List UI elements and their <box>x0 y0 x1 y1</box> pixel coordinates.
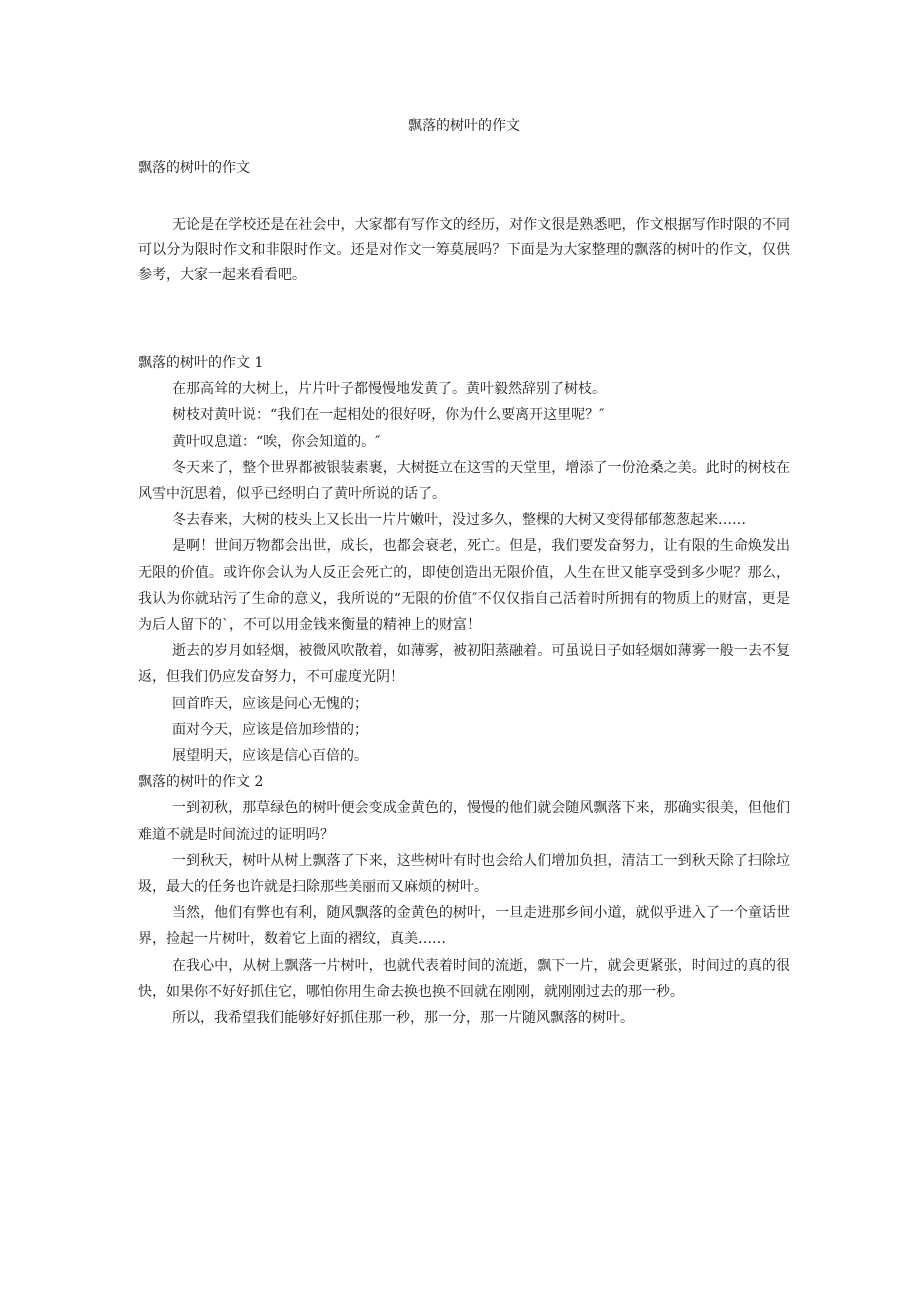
essay-1-paragraph: 逝去的岁月如轻烟，被微风吹散着，如薄雾，被初阳蒸融着。可虽说日子如轻烟如薄雾一般一去不复返，但我们仍应发奋努力，不可虚度光阴！ <box>138 643 790 686</box>
essay-1-paragraph: 树枝对黄叶说：“我们在一起相处的很好呀，你为什么要离开这里呢？″ <box>172 407 605 424</box>
essay-2-paragraph: 一到秋天，树叶从树上飘落了下来，这些树叶有时也会给人们增加负担，清洁工一到秋天除了扫除垃圾，最大的任务也许就是扫除那些美丽而又麻烦的树叶。 <box>138 852 790 896</box>
essay-1-paragraph: 是啊！世间万物都会出世，成长，也都会衰老，死亡。但是，我们要发奋努力，让有限的生命焕发出无限的价值。或许你会认为人反正会死亡的，即使创造出无限价值，人生在世又能享受到多少呢？那么，我认为你就玷污了生命的意义，我所说的“无限的价值″不仅仅指自己活着时所拥有的物质上的财富，更是为后人留下的`，不可以用金钱来衡量的精神上的财富！ <box>138 538 790 634</box>
essay-1-paragraph: 展望明天，应该是信心百倍的。 <box>172 748 368 765</box>
essay-1-paragraph: 黄叶叹息道：“唉，你会知道的。″ <box>172 433 381 450</box>
intro-paragraph: 无论是在学校还是在社会中，大家都有写作文的经历，对作文很是熟悉吧，作文根据写作时限的不同可以分为限时作文和非限时作文。还是对作文一筹莫展吗？下面是为大家整理的飘落的树叶的作文，仅供参考，大家一起来看看吧。 <box>138 217 790 283</box>
essay-2-heading: 飘落的树叶的作文 2 <box>138 774 264 791</box>
essay-2-paragraph: 当然，他们有弊也有利，随风飘落的金黄色的树叶，一旦走进那乡间小道，就似乎进入了一个童话世界，捡起一片树叶，数着它上面的褶纹，真美…… <box>138 905 790 948</box>
essay-1-paragraph: 在那高耸的大树上，片片叶子都慢慢地发黄了。黄叶毅然辞别了树枝。 <box>172 381 606 398</box>
essay-2-paragraph: 在我心中，从树上飘落一片树叶，也就代表着时间的流逝，飘下一片，就会更紧张，时间过的真的很快，如果你不好好抓住它，哪怕你用生命去换也换不回就在刚刚，就刚刚过去的那一秒。 <box>138 957 790 1000</box>
essay-1-paragraph: 冬去春来，大树的枝头上又长出一片片嫩叶，没过多久，整棵的大树又变得郁郁葱葱起来…… <box>172 512 746 529</box>
essay-1-paragraph: 回首昨天，应该是问心无愧的； <box>172 695 368 712</box>
essay-1-paragraph: 冬天来了，整个世界都被银装素裹，大树挺立在这雪的天堂里，增添了一份沧桑之美。此时的树枝在风雪中沉思着，似乎已经明白了黄叶所说的话了。 <box>138 459 790 503</box>
essay-1-paragraph: 面对今天，应该是倍加珍惜的； <box>172 721 368 738</box>
essay-2-paragraph: 所以，我希望我们能够好好抓住那一秒，那一分，那一片随风飘落的树叶。 <box>172 1010 634 1027</box>
document-subtitle: 飘落的树叶的作文 <box>138 160 250 176</box>
document-title: 飘落的树叶的作文 <box>408 118 520 134</box>
essay-2-paragraph: 一到初秋，那草绿色的树叶便会变成金黄色的，慢慢的他们就会随风飘落下来，那确实很美，但他们难道不就是时间流过的证明吗？ <box>138 800 790 843</box>
essay-1-heading: 飘落的树叶的作文 1 <box>138 355 264 371</box>
essay-body <box>138 350 790 1031</box>
